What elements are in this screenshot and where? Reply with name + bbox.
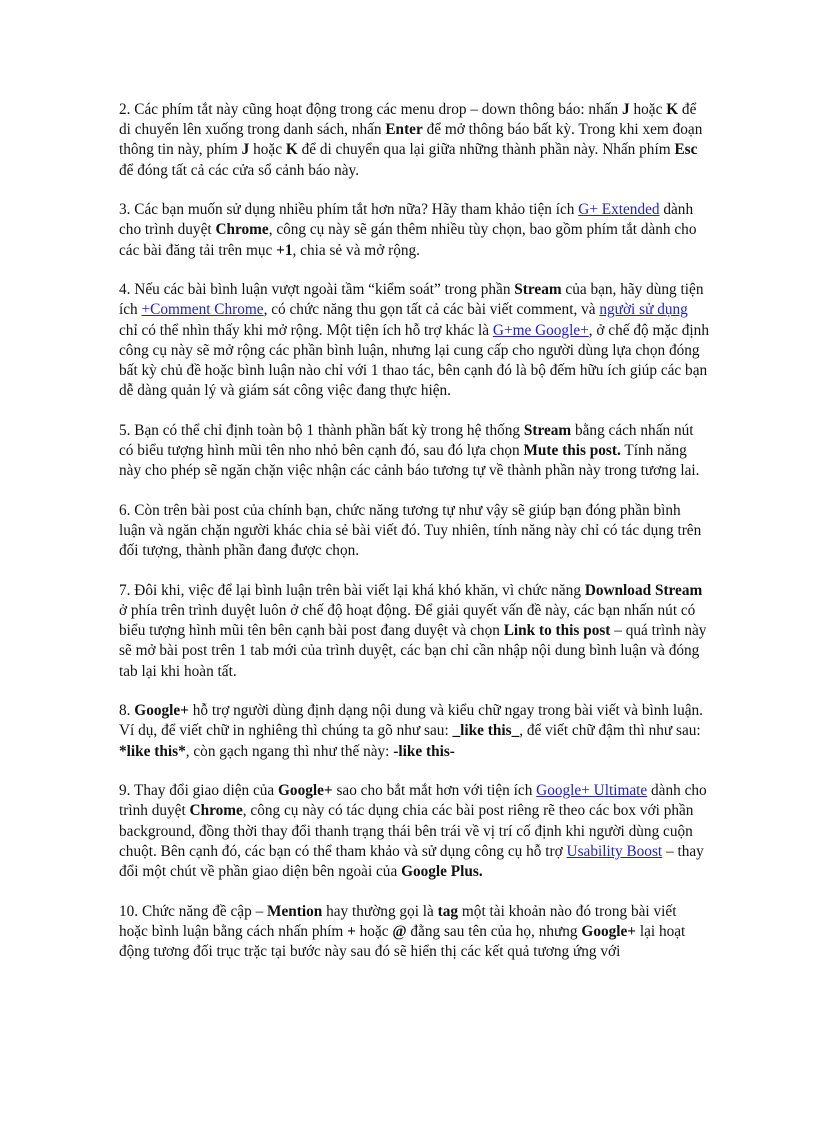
text-run: để di chuyển qua lại giữa những thành phần này. Nhấn phím xyxy=(297,141,675,159)
bold-text: Mention xyxy=(267,902,323,920)
text-run: lại hoạt động tương đối trục trặc tại bước này sau đó sẽ hiển thị các kết quả tương ứng với xyxy=(119,922,686,961)
paragraph-tip-5 xyxy=(119,421,709,482)
paragraph-tip-7 xyxy=(119,581,709,682)
text-run: hoặc xyxy=(249,141,286,159)
bold-text: + xyxy=(347,922,356,940)
text-run: để đóng tất cả các cửa sổ cảnh báo này. xyxy=(119,161,360,179)
text-run: 8. xyxy=(119,702,135,720)
text-run: 2. Các phím tắt này cũng hoạt động trong các menu drop – down thông báo: nhấn xyxy=(119,101,622,118)
paragraph-tip-2 xyxy=(119,100,709,181)
bold-text: Link to this post xyxy=(503,622,611,640)
inline-link[interactable]: +Comment Chrome xyxy=(141,301,264,319)
paragraph-tip-10 xyxy=(119,902,709,963)
text-run: hoặc xyxy=(355,922,393,940)
inline-link[interactable]: Google+ Ultimate xyxy=(536,782,648,800)
bold-text: Google Plus. xyxy=(401,863,483,881)
text-run: 5. Bạn có thể chỉ định toàn bộ 1 thành phần bất kỳ trong hệ thống xyxy=(119,421,524,439)
text-run: một tài khoản nào đó trong bài viết hoặc bình luận bằng cách nhấn phím xyxy=(119,902,677,940)
bold-text: Google+ xyxy=(278,782,333,800)
bold-text: K xyxy=(666,101,679,118)
paragraph-tip-9 xyxy=(119,781,709,882)
text-run: của bạn, hãy dùng tiện ích xyxy=(119,281,704,319)
bold-text: Chrome xyxy=(189,802,243,820)
bold-text: _like this_ xyxy=(452,722,520,740)
text-run: dành cho trình duyệt xyxy=(119,201,694,239)
bold-text: +1 xyxy=(276,241,293,259)
text-run: hỗ trợ người dùng định dạng nội dung và kiểu chữ ngay trong bài viết và bình luận. Ví dụ, để viết chữ in nghiêng thì chúng ta gõ như sau: xyxy=(119,702,704,740)
text-run: , công cụ này sẽ gán thêm nhiều tùy chọn, bao gồm phím tắt dành cho các bài đăng tải trên mục xyxy=(119,221,697,259)
inline-link[interactable]: G+ Extended xyxy=(578,201,660,219)
inline-link[interactable]: G+me Google+ xyxy=(492,321,589,339)
text-run: 7. Đôi khi, việc để lại bình luận trên bài viết lại khá khó khăn, vì chức năng xyxy=(119,581,585,599)
text-run: , còn gạch ngang thì như thế này: xyxy=(185,742,394,760)
text-run: , để viết chữ đậm thì như sau: xyxy=(519,722,701,740)
text-run: 4. Nếu các bài bình luận vượt ngoài tầm “kiểm soát” trong phần xyxy=(119,281,515,299)
text-run: dành cho trình duyệt xyxy=(119,782,707,820)
text-run: 3. Các bạn muốn sử dụng nhiều phím tắt hơn nữa? Hãy tham khảo tiện ích xyxy=(119,201,579,219)
paragraph-tip-8 xyxy=(119,701,709,762)
bold-text: Esc xyxy=(674,141,698,159)
text-run: , công cụ này có tác dụng chia các bài post riêng rẽ theo các box với phần background, đồng thời thay đổi thanh trạng thái bên trái về vị trí cố định khi người dùng cuộn chuột. Bên cạnh đó, các bạn có thể tham khảo và sử dụng công cụ hỗ trợ xyxy=(119,802,694,860)
bold-text: Stream xyxy=(523,421,572,439)
text-run: – thay đổi một chút về phần giao diện bên ngoài của xyxy=(119,842,704,881)
text-run: 6. Còn trên bài post của chính bạn, chức năng tương tự như vậy sẽ giúp bạn đóng phần bình luận và ngăn chặn người khác chia sẻ bài viết đó. Tuy nhiên, tính năng này chỉ có tác dụng trên đối tượng, thành phần đang được chọn. xyxy=(119,501,702,560)
text-run: , chia sẻ và mở rộng. xyxy=(292,241,420,259)
bold-text: K xyxy=(285,141,298,159)
text-run: , ở chế độ mặc định công cụ này sẽ mở rộng các phần bình luận, nhưng lại cung cấp cho người dùng lựa chọn đóng bất kỳ chủ đề hoặc bình luận nào chỉ với 1 thao tác, bên cạnh đó là bộ đếm hữu ích giúp các bạn dễ dàng quản lý và giám sát công việc đang thực hiện. xyxy=(119,321,709,400)
text-run: để mở thông báo bất kỳ. Trong khi xem đoạn thông tin này, phím xyxy=(119,121,703,159)
text-run: , có chức năng thu gọn tất cả các bài viết comment, và xyxy=(263,301,600,319)
text-run: ở phía trên trình duyệt luôn ở chế độ hoạt động. Để giải quyết vấn đề này, các bạn nhấn nút có biểu tượng hình mũi tên bên cạnh bài post đang duyệt và chọn xyxy=(119,602,696,640)
text-run: sao cho bắt mắt hơn với tiện ích xyxy=(332,782,537,800)
bold-text: Google+ xyxy=(581,922,637,940)
text-run: 10. Chức năng đề cập – xyxy=(119,902,268,920)
text-run: Tính năng này cho phép sẽ ngăn chặn việc nhận các cảnh báo tương tự về thành phần này trong tương lai. xyxy=(119,442,700,480)
bold-text: @ xyxy=(392,922,407,940)
bold-text: tag xyxy=(437,902,459,920)
bold-text: Stream xyxy=(514,281,562,299)
bold-text: Google+ xyxy=(134,702,189,720)
text-run: hay thường gọi là xyxy=(322,902,438,920)
document-page xyxy=(119,100,709,982)
text-run: bằng cách nhấn nút có biểu tượng hình mũi tên nho nhỏ bên cạnh đó, sau đó lựa chọn xyxy=(119,421,694,460)
bold-text: Chrome xyxy=(215,221,269,239)
text-run: hoặc xyxy=(629,101,667,118)
text-run: 9. Thay đổi giao diện của xyxy=(119,782,279,800)
text-run: đằng sau tên của họ, nhưng xyxy=(406,922,582,940)
paragraph-tip-6 xyxy=(119,501,709,562)
paragraph-tip-3 xyxy=(119,200,709,261)
paragraph-tip-4 xyxy=(119,280,709,401)
bold-text: Download Stream xyxy=(584,581,703,599)
text-run: để di chuyển lên xuống trong danh sách, nhấn xyxy=(119,101,697,139)
bold-text: *like this* xyxy=(119,742,186,760)
text-run: chỉ có thể nhìn thấy khi mở rộng. Một tiện ích hỗ trợ khác là xyxy=(119,321,493,339)
bold-text: -like this- xyxy=(393,742,455,760)
bold-text: Mute this post. xyxy=(523,442,621,460)
text-run: – quá trình này sẽ mở bài post trên 1 tab mới của trình duyệt, các bạn chỉ cần nhập nội dung bình luận và đóng tab lại khi hoàn tất. xyxy=(119,622,707,680)
bold-text: J xyxy=(241,141,250,159)
inline-link[interactable]: Usability Boost xyxy=(566,842,663,860)
bold-text: J xyxy=(622,101,630,118)
bold-text: Enter xyxy=(385,121,423,139)
inline-link[interactable]: người sử dụng xyxy=(599,301,688,319)
